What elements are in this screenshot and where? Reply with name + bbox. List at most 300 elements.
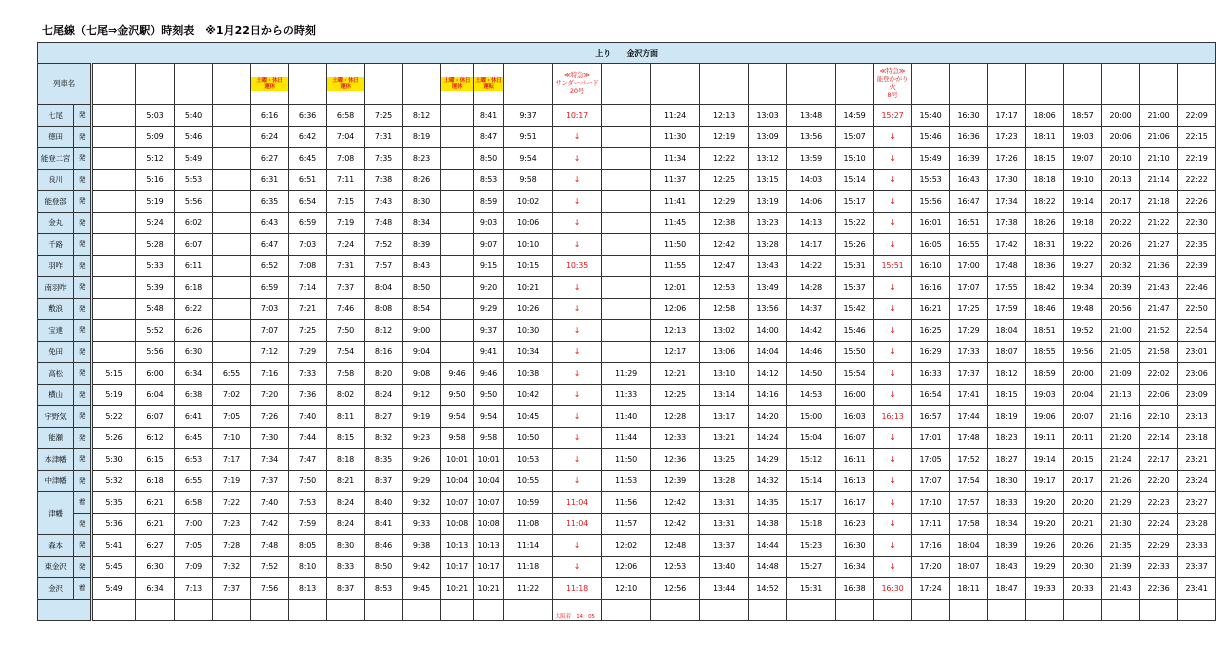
time-cell: ↓ [874, 427, 912, 449]
time-cell: 8:40 [365, 492, 403, 514]
time-cell: 13:49 [749, 277, 787, 299]
arr-dep-flag: 着 [74, 578, 92, 600]
time-cell: 8:24 [327, 492, 365, 514]
time-cell: 15:14 [787, 470, 836, 492]
time-cell [213, 126, 251, 148]
time-cell: 6:00 [136, 363, 175, 385]
time-cell: 5:35 [92, 492, 136, 514]
footer-cell [602, 599, 651, 621]
time-cell: ↓ [874, 449, 912, 471]
time-cell: 18:31 [1026, 234, 1064, 256]
time-cell [602, 148, 651, 170]
arr-dep-flag: 着 [74, 492, 92, 514]
express-label: サンダーバード [555, 79, 599, 88]
time-cell: 17:33 [950, 341, 988, 363]
time-cell: 10:53 [504, 449, 553, 471]
time-cell: 20:56 [1102, 298, 1140, 320]
train-type-cell [213, 64, 251, 105]
time-cell: 6:34 [136, 578, 175, 600]
time-cell [602, 320, 651, 342]
time-cell: 19:18 [1064, 212, 1102, 234]
time-cell: 6:31 [251, 169, 289, 191]
station-name: 金丸 [38, 212, 74, 234]
time-cell [441, 320, 474, 342]
time-cell: 9:50 [441, 384, 474, 406]
time-cell: 19:33 [1026, 578, 1064, 600]
station-row [38, 212, 1216, 234]
train-type-cell [175, 64, 213, 105]
time-cell: 7:33 [289, 363, 327, 385]
footer-cell [912, 599, 950, 621]
time-cell [213, 277, 251, 299]
time-cell: 6:07 [175, 234, 213, 256]
time-cell: 12:47 [700, 255, 749, 277]
time-cell [213, 212, 251, 234]
time-cell: 17:48 [988, 255, 1026, 277]
time-cell: 9:42 [403, 556, 441, 578]
time-cell: 5:16 [136, 169, 175, 191]
station-row [38, 148, 1216, 170]
time-cell: 6:38 [175, 384, 213, 406]
time-cell: 7:22 [213, 492, 251, 514]
station-row [38, 449, 1216, 471]
time-cell: 12:36 [651, 449, 700, 471]
time-cell: 8:30 [403, 191, 441, 213]
station-row [38, 513, 1216, 535]
train-type-cell [365, 64, 403, 105]
time-cell: 12:13 [651, 320, 700, 342]
time-cell: 5:46 [175, 126, 213, 148]
time-cell [441, 341, 474, 363]
time-cell: 16:36 [950, 126, 988, 148]
time-cell: 7:37 [213, 578, 251, 600]
time-cell: 16:13 [874, 406, 912, 428]
time-cell: 16:55 [950, 234, 988, 256]
time-cell: 20:20 [1064, 492, 1102, 514]
time-cell: 16:01 [912, 212, 950, 234]
time-cell: ↓ [874, 535, 912, 557]
time-cell: 10:01 [441, 449, 474, 471]
time-cell: 14:53 [787, 384, 836, 406]
time-cell: 18:30 [988, 470, 1026, 492]
time-cell: 20:21 [1064, 513, 1102, 535]
time-cell: 20:30 [1064, 556, 1102, 578]
arr-dep-flag: 発 [74, 234, 92, 256]
station-row [38, 492, 1216, 514]
time-cell: 13:31 [700, 492, 749, 514]
station-row [38, 470, 1216, 492]
station-row [38, 105, 1216, 127]
time-cell: 16:30 [950, 105, 988, 127]
time-cell: 19:14 [1026, 449, 1064, 471]
time-cell: 12:42 [700, 234, 749, 256]
time-cell: 11:04 [553, 513, 602, 535]
footer-cell [1026, 599, 1064, 621]
time-cell: 20:13 [1102, 169, 1140, 191]
time-cell: 6:27 [136, 535, 175, 557]
time-cell: 18:18 [1026, 169, 1064, 191]
station-row [38, 341, 1216, 363]
time-cell: 19:22 [1064, 234, 1102, 256]
train-type-cell [874, 64, 912, 105]
time-cell [441, 126, 474, 148]
station-row [38, 406, 1216, 428]
time-cell: 13:40 [700, 556, 749, 578]
time-cell: 5:26 [92, 427, 136, 449]
time-cell: 11:57 [602, 513, 651, 535]
time-cell: 9:12 [403, 384, 441, 406]
time-cell: 8:39 [403, 234, 441, 256]
time-cell: 17:01 [912, 427, 950, 449]
time-cell: 19:29 [1026, 556, 1064, 578]
time-cell: ↓ [553, 535, 602, 557]
time-cell: 7:25 [365, 105, 403, 127]
time-cell: 14:52 [749, 578, 787, 600]
time-cell: 6:59 [251, 277, 289, 299]
time-cell: 8:05 [289, 535, 327, 557]
time-cell: 11:41 [651, 191, 700, 213]
time-cell: 22:15 [1178, 126, 1216, 148]
time-cell: 22:09 [1178, 105, 1216, 127]
time-cell: 22:14 [1140, 427, 1178, 449]
time-cell: 8:08 [365, 298, 403, 320]
time-cell: 8:20 [365, 363, 403, 385]
time-cell: 7:19 [213, 470, 251, 492]
time-cell: ↓ [553, 234, 602, 256]
time-cell: 5:28 [136, 234, 175, 256]
time-cell: 7:03 [289, 234, 327, 256]
time-cell: 14:13 [787, 212, 836, 234]
time-cell: 22:19 [1178, 148, 1216, 170]
time-cell: 17:25 [950, 298, 988, 320]
time-cell: 20:33 [1064, 578, 1102, 600]
station-row [38, 556, 1216, 578]
time-cell: 12:56 [651, 578, 700, 600]
time-cell: 13:28 [700, 470, 749, 492]
time-cell: 22:20 [1140, 470, 1178, 492]
time-cell: 7:31 [327, 255, 365, 277]
time-cell: 19:26 [1026, 535, 1064, 557]
footer-cell [474, 599, 504, 621]
time-cell: 20:17 [1064, 470, 1102, 492]
time-cell: 8:21 [327, 470, 365, 492]
time-cell: 11:33 [602, 384, 651, 406]
time-cell: 18:15 [1026, 148, 1064, 170]
time-cell: 18:12 [988, 363, 1026, 385]
time-cell: 11:24 [651, 105, 700, 127]
time-cell [213, 191, 251, 213]
footer-cell [175, 599, 213, 621]
time-cell: 19:10 [1064, 169, 1102, 191]
time-cell: 17:38 [988, 212, 1026, 234]
time-cell: 10:42 [504, 384, 553, 406]
time-cell: 10:45 [504, 406, 553, 428]
time-cell: 14:17 [787, 234, 836, 256]
time-cell: ↓ [874, 556, 912, 578]
time-cell: 14:50 [787, 363, 836, 385]
train-type-cell [700, 64, 749, 105]
time-cell: 9:58 [504, 169, 553, 191]
time-cell: 18:22 [1026, 191, 1064, 213]
time-cell: 5:24 [136, 212, 175, 234]
time-cell: 6:45 [175, 427, 213, 449]
time-cell: 21:13 [1102, 384, 1140, 406]
time-cell: 17:07 [950, 277, 988, 299]
footer-cell [92, 599, 136, 621]
time-cell: 15:31 [787, 578, 836, 600]
time-cell: 11:55 [651, 255, 700, 277]
time-cell: 18:47 [988, 578, 1026, 600]
time-cell: 10:59 [504, 492, 553, 514]
time-cell: 16:03 [836, 406, 874, 428]
time-cell: 17:44 [950, 406, 988, 428]
arr-dep-flag: 発 [74, 126, 92, 148]
time-cell: 7:43 [365, 191, 403, 213]
station-name: 羽咋 [38, 255, 74, 277]
time-cell: ↓ [553, 148, 602, 170]
time-cell: 6:30 [175, 341, 213, 363]
time-cell: 13:02 [700, 320, 749, 342]
time-cell: 8:30 [327, 535, 365, 557]
time-cell: 23:01 [1178, 341, 1216, 363]
time-cell: 18:33 [988, 492, 1026, 514]
time-cell: 17:16 [912, 535, 950, 557]
time-cell: 7:10 [213, 427, 251, 449]
time-cell: 16:10 [912, 255, 950, 277]
time-cell: 6:27 [251, 148, 289, 170]
direction-label: 上り 金沢方面 [38, 43, 1216, 64]
time-cell: 9:54 [474, 406, 504, 428]
time-cell: 8:27 [365, 406, 403, 428]
time-cell: 10:55 [504, 470, 553, 492]
time-cell: 7:37 [251, 470, 289, 492]
time-cell: 6:12 [136, 427, 175, 449]
train-type-cell [1026, 64, 1064, 105]
time-cell [213, 169, 251, 191]
time-cell: 6:42 [289, 126, 327, 148]
time-cell: 6:04 [136, 384, 175, 406]
weekend-badge: 土曜・休日 運転 [475, 77, 502, 90]
time-cell: 20:06 [1102, 126, 1140, 148]
time-cell: 21:58 [1140, 341, 1178, 363]
time-cell: 15:26 [836, 234, 874, 256]
time-cell: 15:27 [874, 105, 912, 127]
time-cell: 14:06 [787, 191, 836, 213]
time-cell: 12:25 [651, 384, 700, 406]
time-cell: ↓ [874, 191, 912, 213]
time-cell: 9:45 [403, 578, 441, 600]
time-cell: 11:34 [651, 148, 700, 170]
express-label: 8号 [887, 90, 898, 99]
time-cell: 23:28 [1178, 513, 1216, 535]
time-cell: 9:38 [403, 535, 441, 557]
time-cell: 6:47 [251, 234, 289, 256]
time-cell: 10:04 [441, 470, 474, 492]
time-cell: 13:12 [749, 148, 787, 170]
footer-cell [251, 599, 289, 621]
time-cell: 20:15 [1064, 449, 1102, 471]
page-title: 七尾線（七尾⇒金沢駅）時刻表 ※1月22日からの時刻 [42, 24, 316, 37]
station-name: 千路 [38, 234, 74, 256]
time-cell: 8:11 [327, 406, 365, 428]
time-cell: 19:14 [1064, 191, 1102, 213]
time-cell: 7:37 [327, 277, 365, 299]
time-cell: 9:08 [403, 363, 441, 385]
footer-cell [988, 599, 1026, 621]
train-type-cell [988, 64, 1026, 105]
train-type-cell [950, 64, 988, 105]
time-cell: ↓ [553, 169, 602, 191]
time-cell: 6:43 [251, 212, 289, 234]
station-name: 本津幡 [38, 449, 74, 471]
arr-dep-flag: 発 [74, 427, 92, 449]
time-cell: 18:36 [1026, 255, 1064, 277]
time-cell: 15:14 [836, 169, 874, 191]
time-cell [602, 234, 651, 256]
time-cell: 6:11 [175, 255, 213, 277]
station-row [38, 298, 1216, 320]
time-cell: 11:45 [651, 212, 700, 234]
train-type-cell [327, 64, 365, 105]
time-cell [92, 320, 136, 342]
time-cell [92, 105, 136, 127]
time-cell: 8:35 [365, 449, 403, 471]
time-cell [92, 126, 136, 148]
time-cell: 21:26 [1102, 470, 1140, 492]
footer-cell [1178, 599, 1216, 621]
express-label: 20号 [569, 86, 585, 95]
time-cell: 6:36 [289, 105, 327, 127]
time-cell: 18:15 [988, 384, 1026, 406]
time-cell: 5:40 [175, 105, 213, 127]
time-cell: 13:37 [700, 535, 749, 557]
time-cell: ↓ [553, 298, 602, 320]
time-cell: 17:10 [912, 492, 950, 514]
time-cell: ↓ [874, 320, 912, 342]
time-cell: 7:26 [251, 406, 289, 428]
time-cell: 17:26 [988, 148, 1026, 170]
time-cell: 7:30 [251, 427, 289, 449]
time-cell: 15:18 [787, 513, 836, 535]
time-cell: 7:08 [327, 148, 365, 170]
time-cell: 21:06 [1140, 126, 1178, 148]
time-cell: 7:05 [213, 406, 251, 428]
time-cell: 5:19 [92, 384, 136, 406]
time-cell: 16:33 [912, 363, 950, 385]
time-cell: 10:30 [504, 320, 553, 342]
time-cell: 7:54 [327, 341, 365, 363]
time-cell: 17:29 [950, 320, 988, 342]
train-type-cell [1064, 64, 1102, 105]
time-cell: 12:21 [651, 363, 700, 385]
time-cell: 10:21 [441, 578, 474, 600]
time-cell: 21:00 [1102, 320, 1140, 342]
time-cell: 18:55 [1026, 341, 1064, 363]
time-cell: 13:15 [749, 169, 787, 191]
time-cell: ↓ [553, 384, 602, 406]
arr-dep-flag: 発 [74, 255, 92, 277]
time-cell: 13:23 [749, 212, 787, 234]
time-cell: 5:49 [92, 578, 136, 600]
time-cell: 9:33 [403, 513, 441, 535]
time-cell: 23:13 [1178, 406, 1216, 428]
time-cell: 10:07 [441, 492, 474, 514]
time-cell: 7:17 [213, 449, 251, 471]
time-cell: 17:48 [950, 427, 988, 449]
footer-cell [874, 599, 912, 621]
time-cell: 6:55 [175, 470, 213, 492]
time-cell: 8:23 [403, 148, 441, 170]
time-cell [602, 126, 651, 148]
station-row [38, 384, 1216, 406]
time-cell: 10:07 [474, 492, 504, 514]
time-cell: 5:48 [136, 298, 175, 320]
time-cell: 5:56 [175, 191, 213, 213]
time-cell: 12:19 [700, 126, 749, 148]
time-cell: 10:06 [504, 212, 553, 234]
time-cell: 18:06 [1026, 105, 1064, 127]
time-cell: 21:05 [1102, 341, 1140, 363]
time-cell [213, 298, 251, 320]
time-cell: 8:12 [403, 105, 441, 127]
footer-cell [651, 599, 700, 621]
time-cell: 6:02 [175, 212, 213, 234]
time-cell: 21:22 [1140, 212, 1178, 234]
time-cell: 7:31 [365, 126, 403, 148]
time-cell: 15:42 [836, 298, 874, 320]
train-type-cell [1102, 64, 1140, 105]
time-cell: 13:56 [787, 126, 836, 148]
time-cell: 13:21 [700, 427, 749, 449]
time-cell: 8:54 [403, 298, 441, 320]
time-cell: 17:37 [950, 363, 988, 385]
time-cell: 21:24 [1102, 449, 1140, 471]
time-cell: 11:08 [504, 513, 553, 535]
time-cell: 11:30 [651, 126, 700, 148]
time-cell: 7:13 [175, 578, 213, 600]
time-cell: 7:56 [251, 578, 289, 600]
train-type-cell [602, 64, 651, 105]
time-cell: 13:10 [700, 363, 749, 385]
time-cell [213, 255, 251, 277]
time-cell: 8:50 [365, 556, 403, 578]
time-cell: 21:36 [1140, 255, 1178, 277]
time-cell: 17:55 [988, 277, 1026, 299]
time-cell: 7:36 [289, 384, 327, 406]
time-cell: 15:40 [912, 105, 950, 127]
arr-dep-flag: 発 [74, 148, 92, 170]
time-cell: 13:06 [700, 341, 749, 363]
time-cell [602, 191, 651, 213]
time-cell: 9:26 [403, 449, 441, 471]
time-cell: 23:27 [1178, 492, 1216, 514]
time-cell: 23:21 [1178, 449, 1216, 471]
time-cell: 18:26 [1026, 212, 1064, 234]
time-cell: 9:29 [474, 298, 504, 320]
footer-blank [38, 599, 92, 621]
time-cell: ↓ [553, 341, 602, 363]
time-cell: 14:38 [749, 513, 787, 535]
footer-cell [504, 599, 553, 621]
time-cell: 20:04 [1064, 384, 1102, 406]
time-cell: 8:18 [327, 449, 365, 471]
train-type-cell [1178, 64, 1216, 105]
time-cell: 9:32 [403, 492, 441, 514]
time-cell: 17:05 [912, 449, 950, 471]
time-cell: 5:56 [136, 341, 175, 363]
station-name: 森本 [38, 535, 74, 557]
time-cell: 10:02 [504, 191, 553, 213]
